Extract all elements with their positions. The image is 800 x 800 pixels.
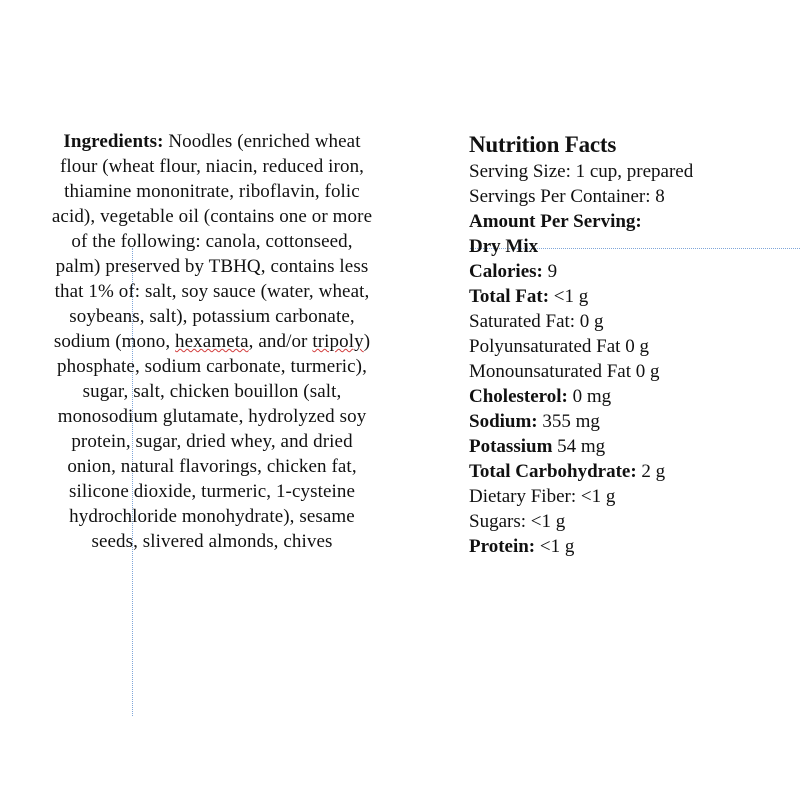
nutrient-row-monounsaturated-fat <box>469 359 794 384</box>
ingredients-text-1: Noodles (enriched wheat flour (wheat flour, niacin, reduced iron, thiamine mononitrate, riboflavin, folic acid), vegetable oil (contains one or more of the following: canola, cottonseed, palm) preserved by TBHQ, contains less that 1% of: salt, soy sauce (water, wheat, soybeans, salt), potassium carbonate, sodium (mono, <box>51 131 373 352</box>
nutrient-value: Polyunsaturated Fat 0 g <box>469 336 649 357</box>
spellcheck-word-tripoly[interactable]: tripoly <box>312 331 364 352</box>
nutrition-facts-title: Nutrition Facts <box>469 132 617 157</box>
nutrient-value: 2 g <box>636 461 666 482</box>
nutrient-value: <1 g <box>535 536 575 557</box>
ingredients-colon: : <box>157 131 164 152</box>
serving-size: Serving Size: 1 cup, prepared <box>469 161 694 182</box>
nutrient-row-sodium <box>469 409 794 434</box>
nutrient-row-calories <box>469 259 794 284</box>
dry-mix-heading: Dry Mix <box>469 236 539 257</box>
amount-per-serving: Amount Per Serving: <box>469 211 642 232</box>
ingredients-text-3: ) phosphate, sodium carbonate, turmeric), sugar, salt, chicken bouillon (salt, monosodium glutamate, hydrolyzed soy protein, sugar, dried whey, and dried onion, natural flavorings, chicken fat, silicone dioxide, turmeric, 1-cysteine hydrochloride monohydrate), sesame seeds, slivered almonds, chives <box>57 331 371 552</box>
nutrient-row-total-fat <box>469 284 794 309</box>
ingredients-label: Ingredients <box>63 131 158 152</box>
nutrient-value: 0 mg <box>567 386 612 407</box>
nutrient-value: 54 mg <box>552 436 606 457</box>
nutrient-row-sugars <box>469 509 794 534</box>
nutrient-row-saturated-fat <box>469 309 794 334</box>
nutrient-row-dietary-fiber <box>469 484 794 509</box>
nutrient-row-total-carbohydrate <box>469 459 794 484</box>
nutrient-value: Saturated Fat: 0 g <box>469 311 604 332</box>
nutrient-label: Cholesterol: <box>469 386 568 407</box>
nutrition-facts-panel <box>469 130 794 559</box>
nutrient-row-polyunsaturated-fat <box>469 334 794 359</box>
nutrient-row-cholesterol <box>469 384 794 409</box>
nutrient-row-protein <box>469 534 794 559</box>
nutrient-value: Monounsaturated Fat 0 g <box>469 361 660 382</box>
nutrient-label: Sodium: <box>469 411 538 432</box>
nutrient-label: Potassium <box>469 436 553 457</box>
nutrient-label: Total Fat: <box>469 286 550 307</box>
ingredients-text-2: , and/or <box>248 331 313 352</box>
nutrient-value: Sugars: <1 g <box>469 511 566 532</box>
nutrient-label: Protein: <box>469 536 536 557</box>
nutrient-value: <1 g <box>549 286 589 307</box>
ingredients-block <box>50 129 374 554</box>
nutrient-value: Dietary Fiber: <1 g <box>469 486 616 507</box>
nutrient-row-potassium <box>469 434 794 459</box>
servings-per-container: Servings Per Container: 8 <box>469 186 665 207</box>
nutrient-value: 355 mg <box>537 411 600 432</box>
nutrient-label: Calories: <box>469 261 543 282</box>
spellcheck-word-hexameta[interactable]: hexameta <box>175 331 249 352</box>
nutrient-label: Total Carbohydrate: <box>469 461 637 482</box>
nutrient-value: 9 <box>542 261 558 282</box>
